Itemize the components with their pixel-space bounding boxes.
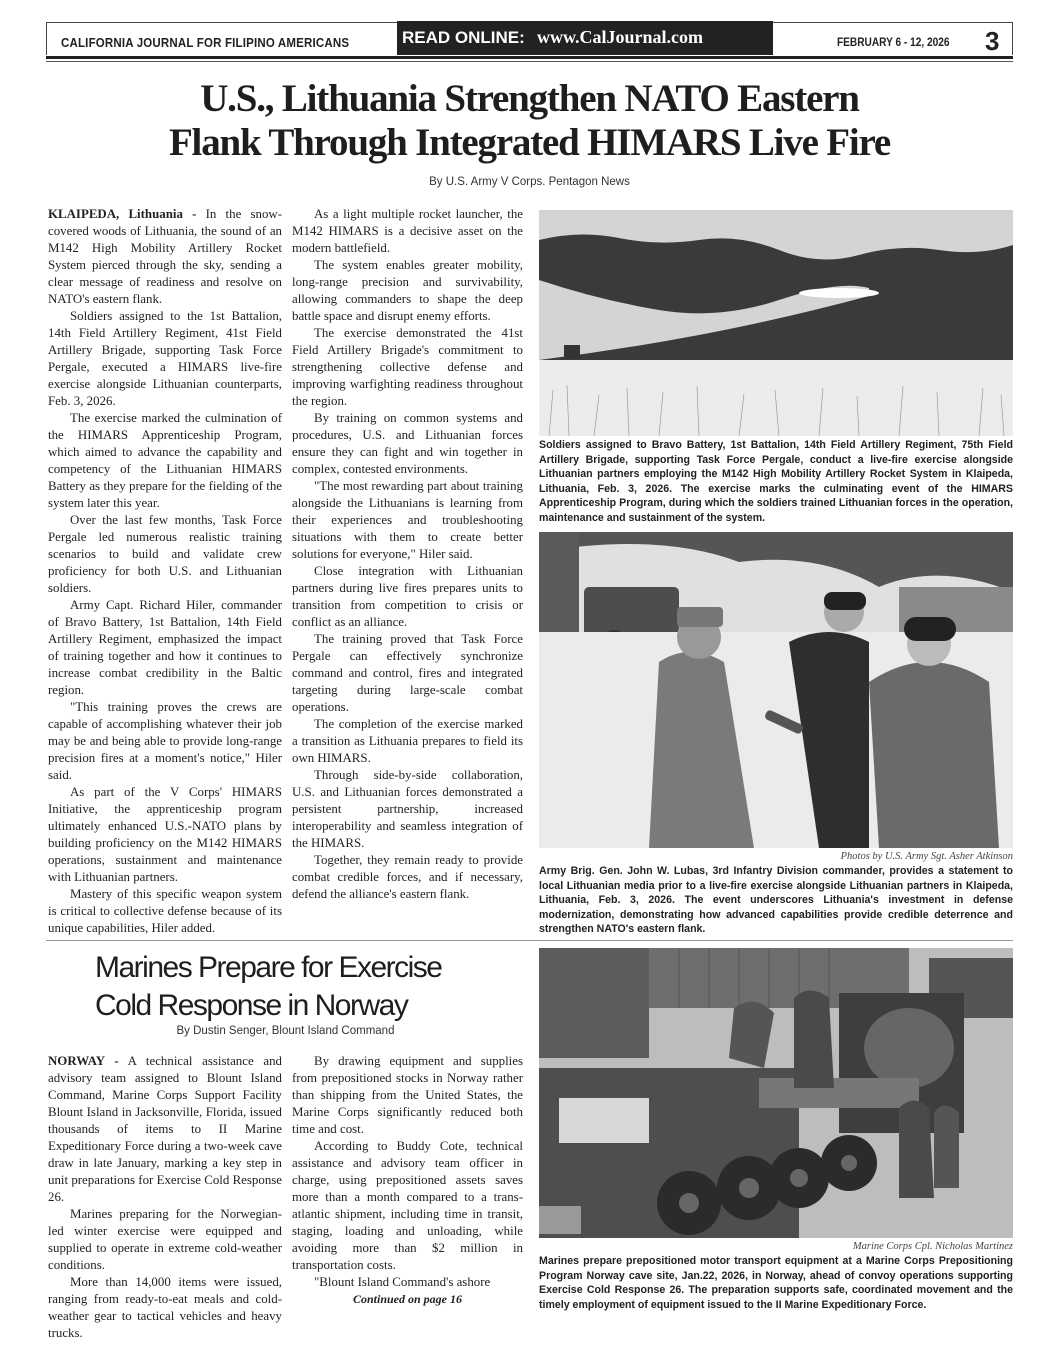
- paragraph: By training on common systems and procedures, U.S. and Lithuanian forces ensure they can fight and win together in complex, contested environments.: [292, 411, 523, 476]
- article1-headline: [46, 77, 1013, 165]
- article2-column-1: [48, 1053, 282, 1340]
- publication-name: CALIFORNIA JOURNAL FOR FILIPINO AMERICANS: [61, 36, 350, 50]
- paragraph: The system enables greater mobility, long-range precision and survivability, allowing commanders to shape the deep battle space and disrupt enemy efforts.: [292, 258, 523, 323]
- paragraph: Marines preparing for the Norwegian-led winter exercise were equipped and supplied to operate in extreme cold-weather conditions.: [48, 1207, 282, 1272]
- headline-line-2: Cold Response in Norway: [95, 989, 408, 1022]
- paragraph: The completion of the exercise marked a transition as Lithuania prepares to field its own HIMARS.: [292, 717, 523, 765]
- read-online-label: READ ONLINE:: [402, 28, 525, 47]
- headline-line-2: Flank Through Integrated HIMARS Live Fire: [168, 121, 891, 164]
- article1-photo-credit: Photos by U.S. Army Sgt. Asher Atkinson: [840, 851, 1013, 862]
- marines-equipment-image: [539, 948, 1013, 1238]
- paragraph: Close integration with Lithuanian partners during live fires prepares units to transition from competition to crisis or conflict as an alliance.: [292, 564, 523, 629]
- marines-photo-caption: Marines prepare prepositioned motor transport equipment at a Marine Corps Prepositioning Program Norway cave site, Jan.22, 2026, in Norway, ahead of convoy operations supporting Exercise Cold Response 26. The preparation supports safe, coordinated movement and the timely employment of equipment issued to the II Marine Expeditionary Force.: [539, 1255, 1013, 1311]
- article2-column-2: [292, 1053, 523, 1308]
- headline-line-1: U.S., Lithuania Strengthen NATO Eastern: [200, 77, 859, 120]
- dateline: NORWAY -: [48, 1054, 119, 1068]
- himars-launch-photo: [539, 210, 1013, 436]
- paragraph: By drawing equipment and supplies from prepositioned stocks in Norway rather than shipping from the United States, the Marine Corps significantly reduced both time and cost.: [292, 1054, 523, 1136]
- paragraph: The training proved that Task Force Pergale can effectively synchronize command and control, fires and integrated targeting during large-scale combat operations.: [292, 632, 523, 714]
- paragraph: Mastery of this specific weapon system is critical to collective defense because of its unique capabilities, Hiler added.: [48, 887, 282, 935]
- paragraph: "The most rewarding part about training alongside the Lithuanians is learning from their experiences and troubleshooting situations with them to create better solutions for everyone," Hiler said.: [292, 479, 523, 561]
- article1-column-1: [48, 206, 282, 935]
- paragraph: Over the last few months, Task Force Pergale led numerous realistic training scenarios to build and validate crew proficiency for both U.S. and Lithuanian soldiers.: [48, 513, 282, 595]
- paragraph: As part of the V Corps' HIMARS Initiative, the apprenticeship program ultimately enhanced U.S.-NATO plans by building proficiency on the M142 HIMARS operations, sustainment and maintenance with Lithuanian partners.: [48, 785, 282, 884]
- website-link[interactable]: www.CalJournal.com: [537, 27, 703, 47]
- paragraph: The exercise demonstrated the 41st Field Artillery Brigade's commitment to strengthening collective defense and improving warfighting readiness throughout the region.: [292, 326, 523, 408]
- paragraph: Army Capt. Richard Hiler, commander of Bravo Battery, 1st Battalion, 14th Field Artillery Regiment, emphasized the impact of training together and how it continues to increase combat credibility in the Baltic region.: [48, 598, 282, 697]
- media-photo-caption: Army Brig. Gen. John W. Lubas, 3rd Infantry Division commander, provides a statement to local Lithuanian media prior to a live-fire exercise alongside Lithuanian partners in Klaipeda, Lithuania, Feb. 3, 2026. The event underscores Lithuania's investment in defense modernization, demonstrating how advanced capabilities provide credible deterrence and strengthen NATO's eastern flank.: [539, 865, 1013, 935]
- continued-link[interactable]: Continued on page 16: [352, 1292, 463, 1306]
- paragraph: Soldiers assigned to the 1st Battalion, 14th Field Artillery Regiment, 41st Field Artillery Brigade, supporting Task Force Pergale, executed a HIMARS live-fire exercise alongside Lithuanian counterparts, Feb. 3, 2026.: [48, 309, 282, 408]
- page-number: 3: [985, 26, 1000, 56]
- himars-photo-caption: Soldiers assigned to Bravo Battery, 1st Battalion, 14th Field Artillery Regiment, 75th Field Artillery Brigade, supporting Task Force Pergale, conduct a live-fire exercise alongside Lithuanian partners employing the M142 High Mobility Artillery Rocket System in Klaipeda, Lithuania, Feb. 3, 2026. The exercise marks the culminating event of the HIMARS Apprenticeship Program, during which the soldiers trained Lithuanian forces in the operation, maintenance and sustainment of the system.: [539, 439, 1013, 524]
- paragraph: KLAIPEDA, Lithuania - In the snow-covered woods of Lithuania, the sound of an M142 High Mobility Artillery Rocket System pierced through the sky, sending a clear message of readiness and resolve on NATO's eastern flank.: [48, 207, 282, 306]
- read-online-banner: [397, 21, 773, 55]
- paragraph: As a light multiple rocket launcher, the M142 HIMARS is a decisive asset on the modern battlefield.: [292, 207, 523, 255]
- article1-byline: By U.S. Army V Corps. Pentagon News: [429, 176, 630, 188]
- issue-date: FEBRUARY 6 - 12, 2026: [837, 37, 950, 49]
- dateline: KLAIPEDA, Lithuania -: [48, 207, 197, 221]
- himars-launch-image: [539, 210, 1013, 436]
- paragraph: Together, they remain ready to provide combat credible forces, and if necessary, defend the alliance's eastern flank.: [292, 853, 523, 901]
- headline-line-1: Marines Prepare for Exercise: [95, 951, 442, 984]
- header-rule-thin: [46, 61, 1013, 62]
- paragraph: The exercise marked the culmination of the HIMARS Apprenticeship Program, which aimed to advance the capability and competency of the Lithuanian HIMARS Battery as they prepare for the fielding of the system later this year.: [48, 411, 282, 510]
- paragraph: More than 14,000 items were issued, ranging from ready-to-eat meals and cold-weather gear to tactical vehicles and heavy trucks.: [48, 1275, 282, 1340]
- paragraph: NORWAY - A technical assistance and advisory team assigned to Blount Island Command, Marine Corps Support Facility Blount Island in Jacksonville, Florida, issued thousands of items to II Marine Expeditionary Force during a two-week cave draw in late January, marking a key step in unit preparations for Exercise Cold Response 26.: [48, 1054, 282, 1204]
- marines-equipment-photo: [539, 948, 1013, 1238]
- article2-byline: By Dustin Senger, Blount Island Command: [176, 1025, 395, 1037]
- paragraph: "Blount Island Command's ashore: [314, 1275, 491, 1289]
- paragraph: Through side-by-side collaboration, U.S. and Lithuanian forces demonstrated a persistent partnership, increased interoperability and seamless integration of the HIMARS.: [292, 768, 523, 850]
- media-interview-image: [539, 532, 1013, 848]
- media-interview-photo: [539, 532, 1013, 848]
- section-divider: [46, 940, 1013, 941]
- paragraph: "This training proves the crews are capable of accomplishing whatever their job may be and being able to provide long-range precision fires at a moment's notice," Hiler said.: [48, 700, 282, 782]
- article2-photo-credit: Marine Corps Cpl. Nicholas Martinez: [852, 1241, 1013, 1252]
- article2-headline: [95, 949, 515, 1025]
- article1-column-2: [292, 206, 523, 903]
- paragraph: According to Buddy Cote, technical assistance and advisory team officer in charge, using prepositioned assets saves more than a month compared to a trans-atlantic shipment, including time in transit, staging, loading and unloading, while avoiding more than $2 million in transportation costs.: [292, 1139, 523, 1272]
- masthead: [46, 22, 1013, 55]
- header-rule: [46, 56, 1013, 59]
